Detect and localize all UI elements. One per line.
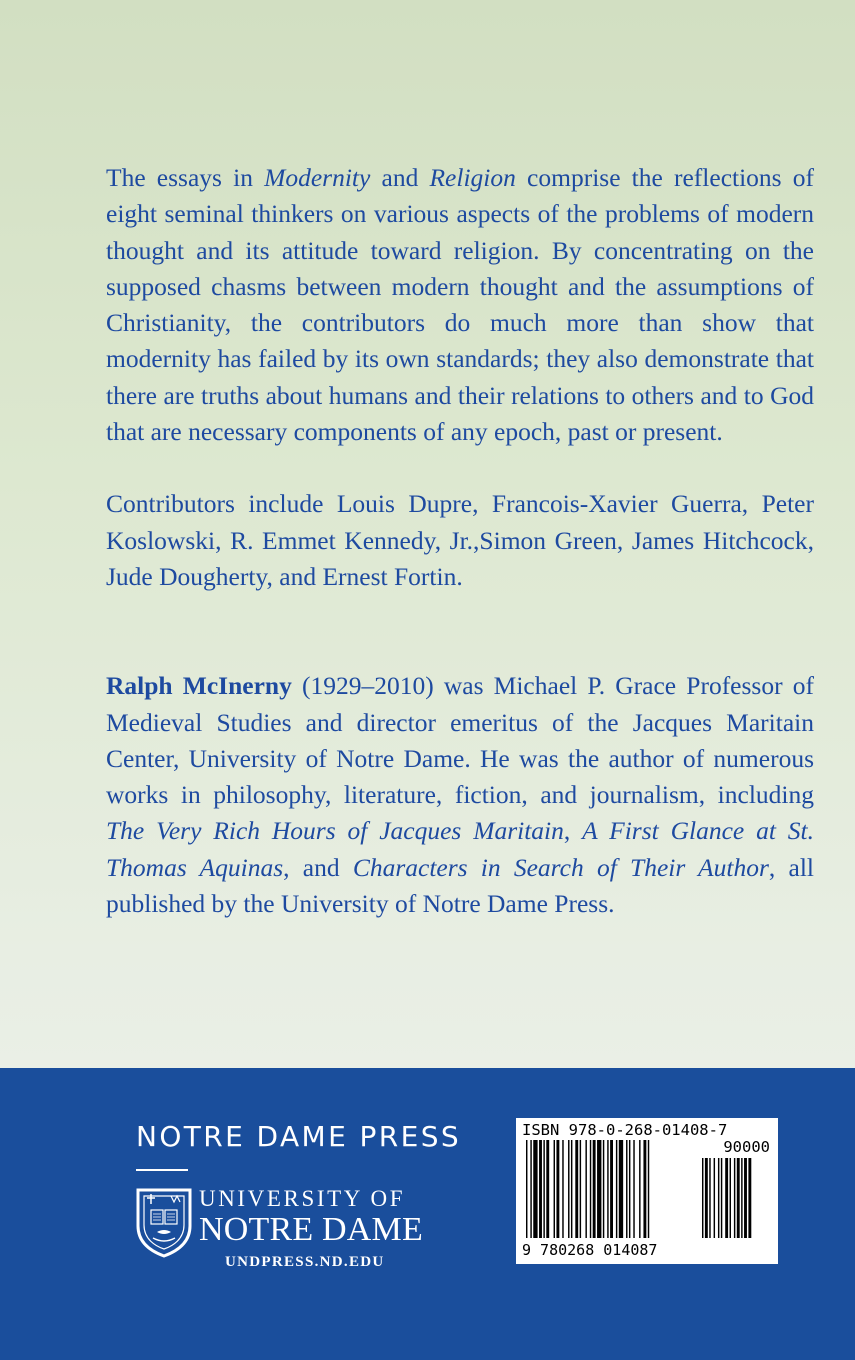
barcode-bar <box>603 1140 604 1238</box>
barcode-bar <box>556 1140 559 1238</box>
barcode-bar <box>616 1140 617 1238</box>
barcode-bar <box>543 1140 544 1238</box>
isbn-label: ISBN 978-0-268-01408-7 <box>522 1121 728 1139</box>
barcode-addon-bar <box>718 1158 719 1238</box>
barcode-bar <box>562 1140 563 1238</box>
bio-text: , all published by the University of Notre Dame Press. <box>106 852 815 919</box>
price-code: 90000 <box>723 1138 770 1156</box>
description-text: and <box>370 163 430 192</box>
barcode-bar <box>546 1140 549 1238</box>
contributors-paragraph: Contributors include Louis Dupre, Francois-Xavier Guerra, Peter Koslowski, R. Emmet Kennedy, Jr.,Simon Green, James Hitchcock, Jude Dougherty, and Ernest Fortin. <box>106 489 814 591</box>
book-title: Characters in Search of Their Author <box>352 852 769 882</box>
barcode-addon-bar <box>744 1158 747 1238</box>
barcode-bar <box>533 1140 537 1238</box>
barcode-bar <box>619 1140 623 1238</box>
barcode-addon-bar <box>741 1158 742 1238</box>
barcode-bar <box>526 1140 527 1238</box>
bio-text: , <box>563 816 583 846</box>
back-cover-text <box>106 160 814 922</box>
university-seal-icon <box>135 1186 193 1258</box>
barcode-bar <box>580 1140 581 1238</box>
barcode-bar <box>530 1140 531 1238</box>
barcode-addon-bar <box>730 1158 731 1238</box>
barcode-bar <box>585 1140 586 1238</box>
barcode-addon-bar <box>725 1158 728 1238</box>
barcode-addon-bar <box>721 1158 722 1238</box>
barcode-bar <box>568 1140 569 1238</box>
publisher-footer <box>0 1068 855 1360</box>
barcode-bar <box>648 1140 649 1238</box>
barcode-addon-bar <box>734 1158 735 1238</box>
university-name-line1: UNIVERSITY OF <box>199 1186 406 1211</box>
barcode-bar <box>539 1140 542 1238</box>
barcode-bar <box>626 1140 627 1238</box>
press-url: UNDPRESS.ND.EDU <box>225 1254 385 1270</box>
book-title-religion: Religion <box>429 163 516 192</box>
bio-text: (1929–2010) was Michael P. Grace Professor of Medieval Studies and director emeritus of the Jacques Maritain Center, University of Notre Dame. He was the author of numerous works in philosophy, literature, fiction, and journalism, including <box>106 671 814 810</box>
barcode-addon-bar <box>737 1158 740 1238</box>
author-name: Ralph McInerny <box>106 671 292 701</box>
book-title: A First Glance at St. Thomas Aquinas <box>106 816 815 882</box>
isbn-barcode <box>516 1118 778 1264</box>
author-bio-paragraph <box>106 668 814 922</box>
barcode-bar <box>629 1140 630 1238</box>
barcode-addon-bar <box>702 1158 703 1238</box>
book-title: The Very Rich Hours of Jacques Maritain <box>106 816 564 846</box>
bio-text: , and <box>283 852 353 882</box>
press-name: NOTRE DAME PRESS <box>136 1120 462 1153</box>
book-title-modernity: Modernity <box>264 163 371 192</box>
barcode-bar <box>597 1140 601 1238</box>
university-name-line2: NOTRE DAME <box>199 1211 423 1248</box>
barcode-bar <box>639 1140 640 1238</box>
barcode-bar <box>590 1140 591 1238</box>
barcode-bar <box>575 1140 578 1238</box>
barcode-bar <box>571 1140 572 1238</box>
barcode-bar <box>607 1140 608 1238</box>
barcode-addon-bar <box>709 1158 710 1238</box>
barcode-bar <box>643 1140 646 1238</box>
barcode-addon-bar <box>705 1158 708 1238</box>
barcode-addon-bar <box>748 1158 751 1238</box>
barcode-bar <box>593 1140 596 1238</box>
barcode-bar <box>633 1140 634 1238</box>
barcode-bars <box>526 1136 770 1242</box>
barcode-addon-bar <box>714 1158 715 1238</box>
ean-digits: 9 780268 014087 <box>522 1241 658 1259</box>
description-paragraph <box>106 160 814 450</box>
description-text: comprise the reflections of eight seminal thinkers on various aspects of the problems of modern thought and its attitude toward religion. By concentrating on the supposed chasms between modern thought and the assumptions of Christianity, the contributors do much more than show that modernity has failed by its own standards; they also demonstrate that there are truths about humans and their relations to others and to God that are necessary components of any epoch, past or present. <box>106 163 814 447</box>
description-text: The essays in <box>106 163 265 192</box>
divider <box>136 1169 188 1171</box>
barcode-bar <box>610 1140 613 1238</box>
barcode-bar <box>554 1140 555 1238</box>
